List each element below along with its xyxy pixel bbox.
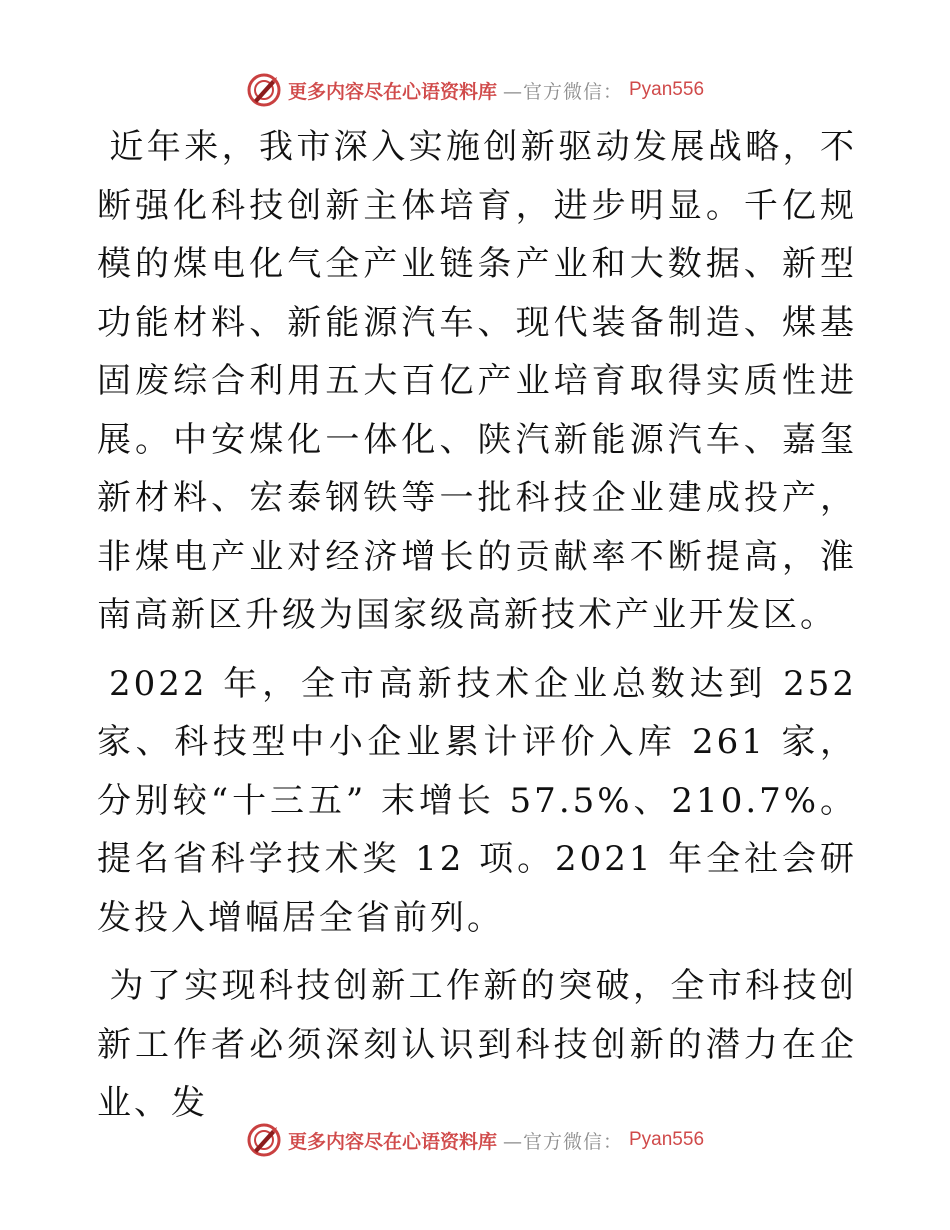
paragraph-1-text: 近年来，我市深入实施创新驱动发展战略，不断强化科技创新主体培育，进步明显。千亿规模的煤电化气全产业链条产业和大数据、新型功能材料、新能源汽车、现代装备制造、煤基固废综合利用五大百亿产业培育取得实质性进展。中安煤化一体化、陕汽新能源汽车、嘉玺新材料、宏泰钢铁等一批科技企业建成投产，非煤电产业对经济增长的贡献率不断提高，淮南高新区升级为国家级高新技术产业开发区。 [97,127,857,635]
paragraph-2 [97,655,857,948]
paragraph-3 [97,957,857,1133]
paragraph-3-text: 为了实现科技创新工作新的突破，全市科技创新工作者必须深刻认识到科技创新的潜力在企业、发 [97,966,857,1123]
banner-grey-text: —官方微信： [502,80,623,103]
document-body [97,118,857,1143]
banner-grey-text: —官方微信： [502,1130,623,1153]
banner-wechat-id: Pyan556 [629,1129,705,1150]
footer-watermark-banner [0,1118,950,1162]
logo-icon [246,72,282,108]
banner-wechat-id: Pyan556 [629,79,705,100]
paragraph-1 [97,118,857,645]
banner-red-text: 更多内容尽在心语资料库 [287,80,497,103]
header-watermark-banner [0,68,950,112]
paragraph-2-text: 2022 年，全市高新技术企业总数达到 252 家、科技型中小企业累计评价入库 261 家，分别较“十三五” 末增长 57.5%、210.7%。提名省科学技术奖 12 项。2021 年全社会研发投入增幅居全省前列。 [97,663,857,938]
banner-red-text: 更多内容尽在心语资料库 [287,1130,497,1153]
logo-icon [246,1122,282,1158]
